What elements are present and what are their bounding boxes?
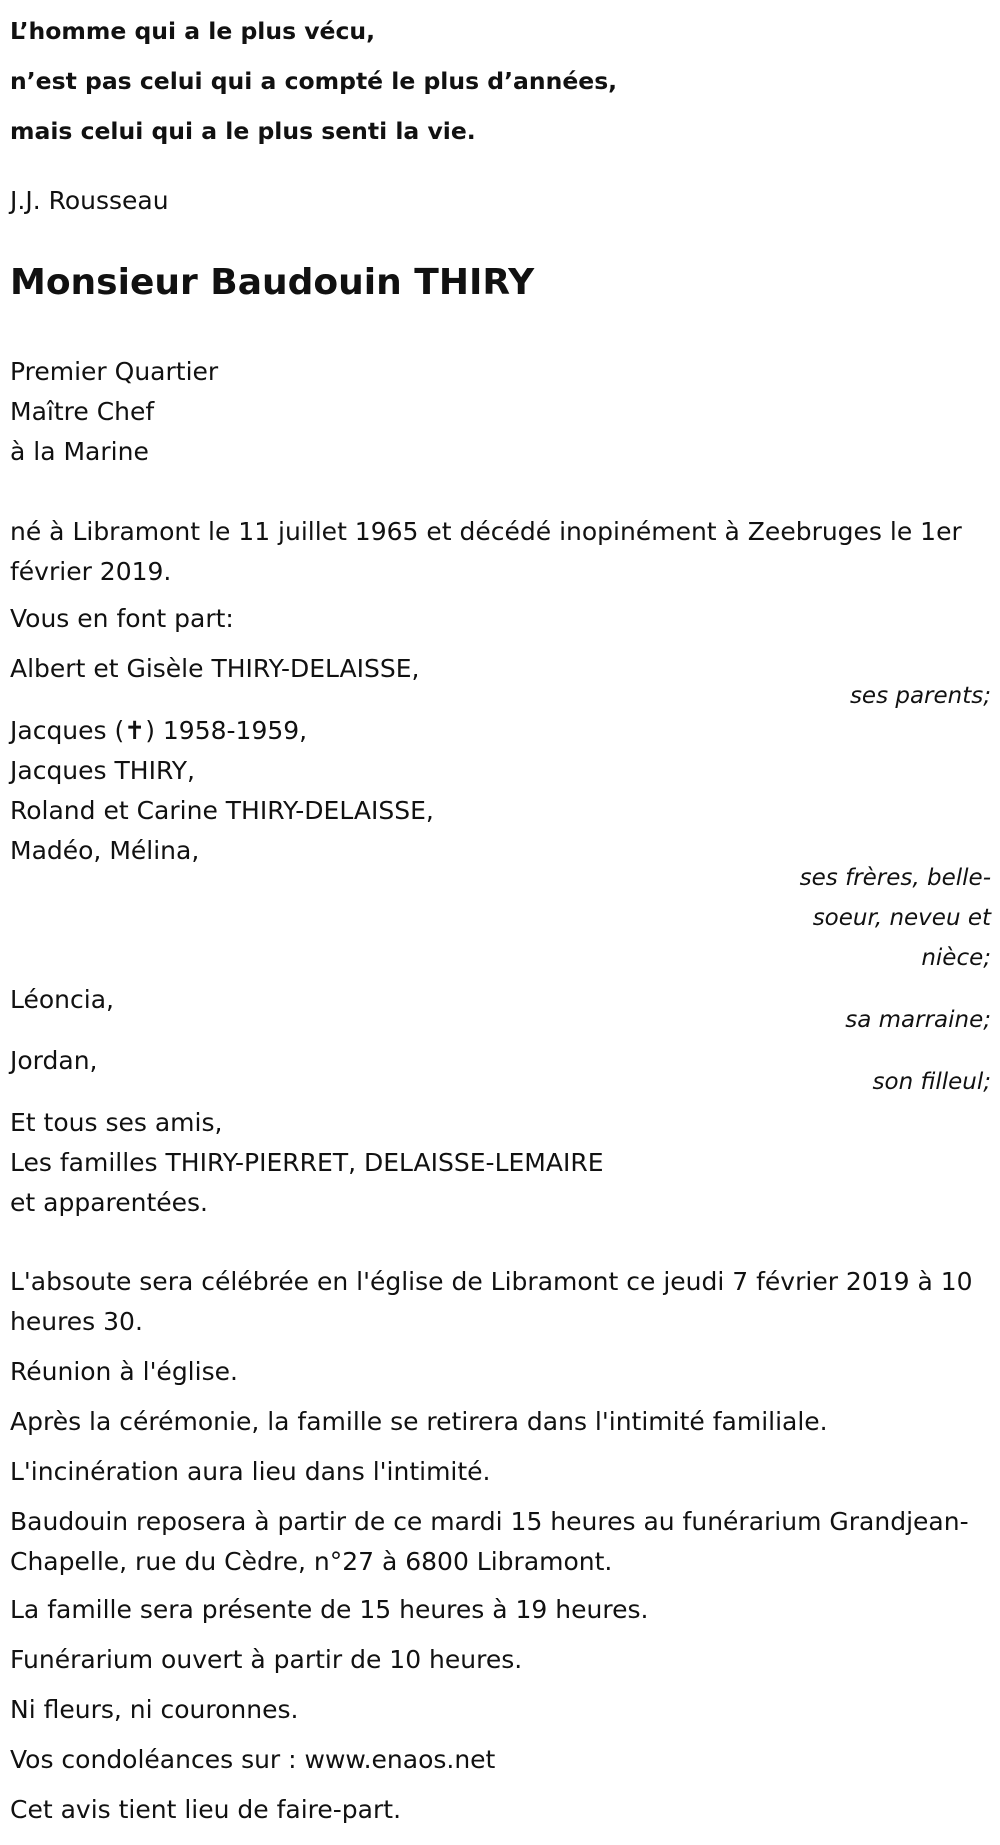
announcement-text: Vous en font part: bbox=[10, 604, 234, 633]
family-name-line: Et tous ses amis, bbox=[10, 1108, 223, 1137]
family-name-line: Léoncia, bbox=[10, 985, 114, 1014]
birth-death-text: né à Libramont le 11 juillet 1965 et décédé inopinément à Zeebruges le 1er février 2019. bbox=[10, 517, 962, 586]
family-name-line: Madéo, Mélina, bbox=[10, 836, 200, 865]
title-line: Maître Chef bbox=[10, 397, 155, 426]
parents-names bbox=[10, 649, 420, 689]
godson-names bbox=[10, 1041, 98, 1081]
detail-paragraph: Après la cérémonie, la famille se retirera dans l'intimité familiale. bbox=[10, 1407, 828, 1436]
detail-paragraph: Funérarium ouvert à partir de 10 heures. bbox=[10, 1645, 523, 1674]
family-name-line: et apparentées. bbox=[10, 1188, 208, 1217]
quote-line: n’est pas celui qui a compté le plus d’années, bbox=[10, 67, 618, 95]
quote-line: mais celui qui a le plus senti la vie. bbox=[10, 117, 476, 145]
family-name-line: Roland et Carine THIRY-DELAISSE, bbox=[10, 796, 434, 825]
detail-paragraph: Cet avis tient lieu de faire-part. bbox=[10, 1795, 402, 1824]
godmother-role: sa marraine; bbox=[845, 1007, 991, 1033]
family-name-line: Jordan, bbox=[10, 1046, 98, 1075]
detail-paragraph: La famille sera présente de 15 heures à 19 heures. bbox=[10, 1595, 649, 1624]
quote-author: J.J. Rousseau bbox=[10, 186, 169, 215]
detail-paragraph: L'incinération aura lieu dans l'intimité. bbox=[10, 1457, 491, 1486]
siblings-role: ses frères, belle-soeur, neveu et nièce; bbox=[799, 865, 991, 971]
family-name-line: Albert et Gisèle THIRY-DELAISSE, bbox=[10, 654, 420, 683]
other-relatives bbox=[10, 1103, 604, 1223]
parents-role: ses parents; bbox=[849, 683, 991, 709]
deceased-name: Monsieur Baudouin THIRY bbox=[10, 262, 535, 303]
quote bbox=[10, 6, 617, 156]
family-name-line: Jacques (✝) 1958-1959, bbox=[10, 716, 308, 745]
detail-paragraph: Ni fleurs, ni couronnes. bbox=[10, 1695, 299, 1724]
detail-paragraph: Baudouin reposera à partir de ce mardi 15 heures au funérarium Grandjean-Chapelle, rue du Cèdre, n°27 à 6800 Libramont. bbox=[10, 1507, 969, 1576]
detail-paragraph: L'absoute sera célébrée en l'église de Libramont ce jeudi 7 février 2019 à 10 heures 30. bbox=[10, 1267, 973, 1336]
quote-line: L’homme qui a le plus vécu, bbox=[10, 17, 376, 45]
family-name-line: Les familles THIRY-PIERRET, DELAISSE-LEMAIRE bbox=[10, 1148, 604, 1177]
deceased-title bbox=[10, 352, 218, 472]
family-name-line: Jacques THIRY, bbox=[10, 756, 195, 785]
siblings-names bbox=[10, 711, 434, 871]
detail-paragraph: Réunion à l'église. bbox=[10, 1357, 238, 1386]
godmother-names bbox=[10, 980, 114, 1020]
title-line: à la Marine bbox=[10, 437, 149, 466]
godson-role: son filleul; bbox=[872, 1069, 991, 1095]
title-line: Premier Quartier bbox=[10, 357, 219, 386]
condolences-text: Vos condoléances sur : www.enaos.net bbox=[10, 1745, 496, 1774]
